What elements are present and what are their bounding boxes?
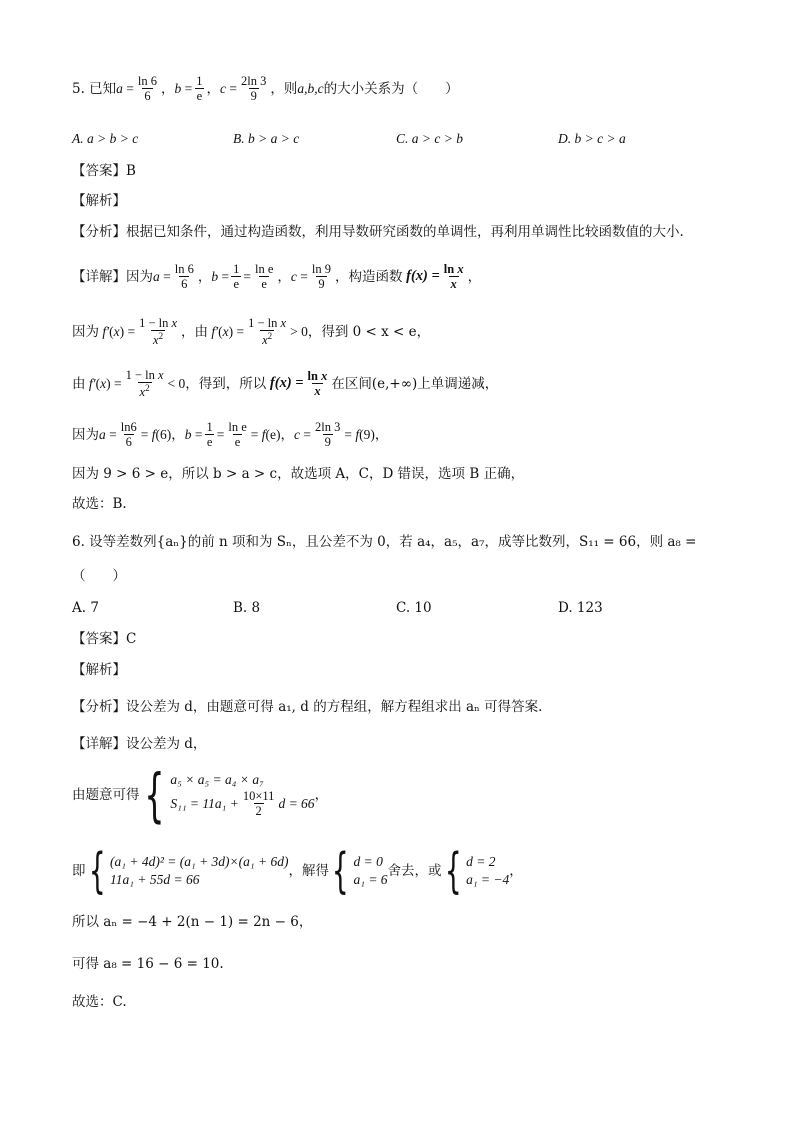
q5-fenxi: 【分析】根据已知条件，通过构造函数，利用导数研究函数的单调性，再利用单调性比较函数值的大小. xyxy=(72,224,684,240)
q6-fenxi: 【分析】设公差为 d，由题意可得 a₁, d 的方程组，解方程组求出 aₙ 可得答案. xyxy=(72,699,543,715)
q6-option-b: B. 8 xyxy=(233,600,261,616)
q6-option-d: D. 123 xyxy=(558,600,603,616)
q5-option-b: B. b > a > c xyxy=(233,131,300,146)
q5-xiangjie-line: 【详解】因为 a = $\frac{\ln 6}{6}$ ， b = $\frac{1}{e}$ = $\frac{\text{ln e}}{e}$ ， c = $\frac{\ln 9}{9}$ ，构造函数 f(x) = $\frac{\text{ln x}}{x}$ ， xyxy=(72,262,482,292)
q5-values-line: 因为 a = $\frac{\ln 6}{6}$ = f(6) ， b = $\frac{1}{e}$ = $\frac{\text{ln e}}{e}$ = f(e) ， c = $\frac{2\ln 3}{9}$ = f(9) ， xyxy=(72,420,389,450)
q5-option-a: A. a > b > c xyxy=(72,131,139,146)
q6-stem: 6. 设等差数列{aₙ}的前 n 项和为 Sₙ，且公差不为 0，若 a₄，a₅，a₇，成等比数列，S₁₁ = 66，则 a₈ = xyxy=(72,534,697,550)
q6-system-given: 由题意可得 { a₅ × a₅ = a₄ × a₇ S₁₁ = 11a₁ + $\frac{10\times 11}{2}$ d = 66 ， xyxy=(72,761,329,829)
q5-number: 5. 已知 xyxy=(72,80,117,97)
q6-paren: （ ） xyxy=(72,568,126,584)
q5-answer: 【答案】B xyxy=(72,163,136,179)
q6-an-formula: 所以 aₙ = −4 + 2(n − 1) = 2n − 6， xyxy=(72,914,313,930)
q6-option-a: A. 7 xyxy=(72,600,99,616)
q5-option-c: C. a > c > b xyxy=(396,131,463,146)
q6-option-c: C. 10 xyxy=(396,600,432,616)
q5-derivative-line: 因为 f′ (x) = $\frac{\text{1 − ln x}}{x^2}$ ，由 f′ (x) = $\frac{\text{1 − ln x}}{x^2}$ > 0 ，得到 0 < x < e， xyxy=(72,316,431,348)
q5-b-fraction: $\frac{1}{e}$ xyxy=(196,74,203,104)
q6-a8-value: 可得 a₈ = 16 − 6 = 10. xyxy=(72,956,224,972)
q6-choose: 故选：C. xyxy=(72,994,127,1010)
q6-xiangjie: 【详解】设公差为 d， xyxy=(72,736,207,752)
q6-analysis-heading: 【解析】 xyxy=(72,662,126,678)
q5-option-d: D. b > c > a xyxy=(558,131,626,146)
q6-answer: 【答案】C xyxy=(72,631,137,647)
q6-system-solve: 即 { (a₁ + 4d)² = (a₁ + 3d)×(a₁ + 6d) 11a₁ + 55d = 66 ，解得 { d = 0 a₁ = 6 舍去，或 { d = 2 a₁ = −4 ， xyxy=(72,843,523,899)
q5-order-line: 因为 9 > 6 > e，所以 b > a > c，故选项 A，C，D 错误，选项 B 正确， xyxy=(72,466,525,482)
q5-analysis-heading: 【解析】 xyxy=(72,193,126,209)
q5-choose: 故选：B. xyxy=(72,496,127,512)
q5-decreasing-line: 由 f′ (x) = $\frac{\text{1 − ln x}}{x^2}$ < 0，得到 ，所以 f(x) = $\frac{\text{ln x}}{x}$ 在区间(e,+∞)上单调递减， xyxy=(72,368,499,400)
q5-c-fraction: $\frac{2\ln 3}{9}$ xyxy=(241,74,267,104)
q5-a-fraction: $\frac{\ln 6}{6}$ xyxy=(137,74,158,104)
q5-stem: 5. 已知 a = $\frac{\ln 6}{6}$ ， b = $\frac{1}{e}$ ， c = $\frac{2\ln 3}{9}$ ，则 a,b,c 的大小关系为（ ） xyxy=(72,74,459,104)
